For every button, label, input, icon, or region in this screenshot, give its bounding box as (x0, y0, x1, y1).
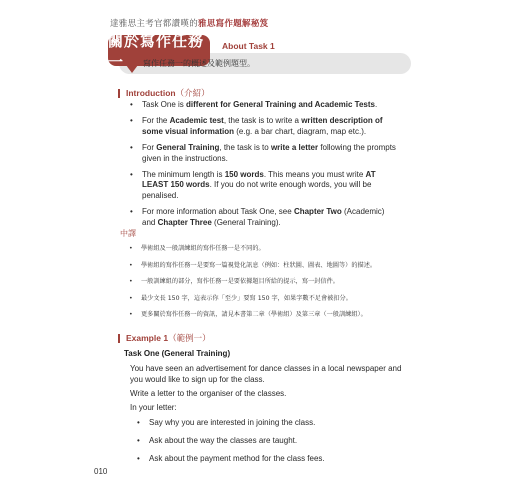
list-item: • Ask about the way the classes are taught. (137, 436, 387, 447)
introduction-heading-zh: （介紹） (175, 89, 210, 99)
list-item: • For the Academic test, the task is to write a written description of some visual information (e.g. a bar chart, diagram, map etc.). (130, 116, 400, 138)
translation-list (129, 245, 419, 328)
list-item: • For more information about Task One, see Chapter Two (Academic) and Chapter Three (General Training). (130, 207, 400, 229)
list-item: • The minimum length is 150 words. This means you must write AT LEAST 150 words. If you do not write enough words, you will be penalised. (130, 170, 400, 202)
example-paragraph: You have seen an advertisement for dance classes in a local newspaper and you would like to sign up for the class. (130, 364, 402, 384)
list-item: • 最少文長 150 字，這表示你「至少」要寫 150 字，如果字數不足會被扣分。 (129, 295, 419, 303)
list-item: • Task One is different for General Training and Academic Tests. (130, 100, 400, 111)
list-item: • 更多關於寫作任務一的資訊，請見本書第二章（學術組）及第三章（一般訓練組）。 (129, 311, 419, 319)
list-item: • 學術組的寫作任務一是要寫一篇視覺化訊息（例如：柱狀圖、圖表、地圖等）的描述。 (129, 262, 419, 270)
example-subheading: Task One (General Training) (124, 349, 231, 358)
chapter-title-english: About Task 1 (222, 41, 275, 51)
translation-heading: 中譯 (120, 229, 136, 238)
running-head (110, 17, 268, 29)
list-item: • For General Training, the task is to write a letter following the prompts given in the instructions. (130, 143, 400, 165)
example-prompt: In your letter: (130, 403, 177, 412)
section-bar-icon (118, 89, 120, 98)
introduction-heading (118, 87, 210, 99)
chapter-subtitle: 寫作任務一的概述及範例題型。 (143, 59, 255, 68)
chapter-title: 關於寫作任務一 (108, 31, 205, 71)
section-bar-icon (118, 334, 120, 343)
list-item: • Ask about the payment method for the class fees. (137, 454, 387, 465)
example-list (137, 418, 387, 471)
list-item: • 一般訓練組的部分，寫作任務一是要依據題目所給的提示，寫一封信件。 (129, 278, 419, 286)
running-head-title: 雅思寫作題解秘笈 (198, 19, 269, 29)
introduction-heading-en: Introduction (126, 88, 176, 98)
example-heading-zh: （範例一） (168, 334, 211, 344)
page-number: 010 (94, 467, 108, 476)
example-heading-en: Example 1 (126, 333, 169, 343)
introduction-list (130, 100, 400, 234)
running-head-prefix: 達雅思主考官都讚嘆的 (110, 19, 199, 29)
example-heading (118, 332, 211, 344)
list-item: • Say why you are interested in joining the class. (137, 418, 387, 429)
example-instruction: Write a letter to the organiser of the classes. (130, 389, 287, 398)
list-item: • 學術組及一般訓練組的寫作任務一是不同的。 (129, 245, 419, 253)
